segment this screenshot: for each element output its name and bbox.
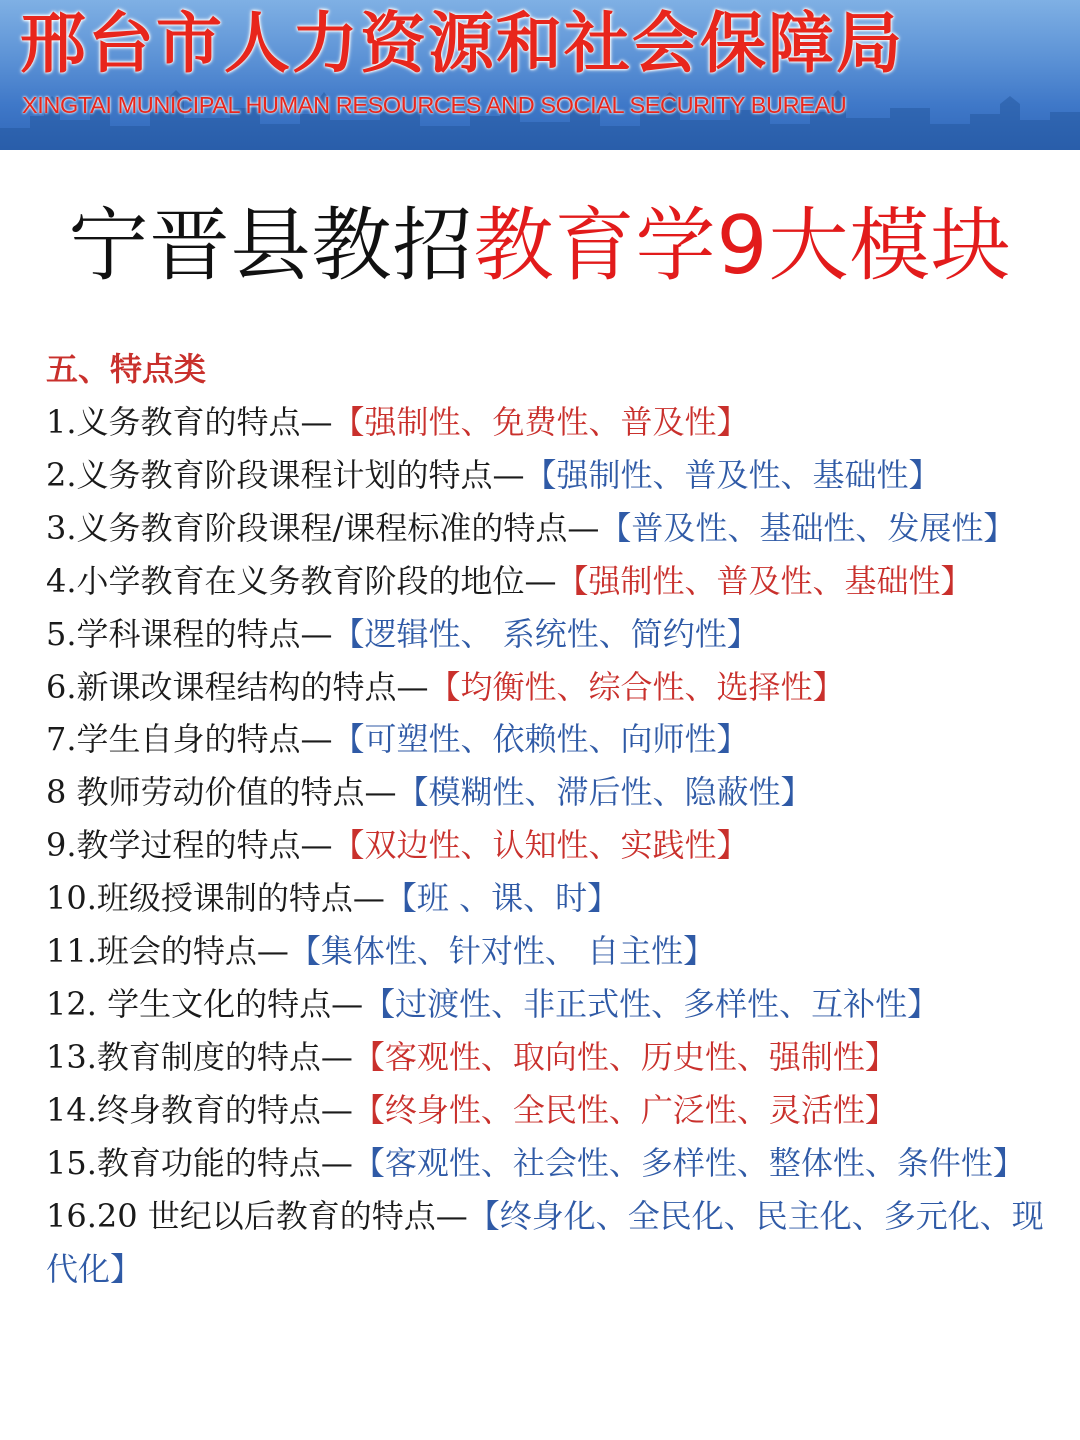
list-item (46, 713, 1056, 766)
list-item (46, 978, 1056, 1031)
item-answer: 【逻辑性、 系统性、简约性】 (332, 614, 759, 653)
list-item (46, 1137, 1056, 1190)
item-question: 5.学科课程的特点— (46, 614, 333, 653)
page-title-black: 宁晋县教招 (68, 199, 474, 292)
item-answer: 【强制性、普及性、基础性】 (524, 455, 941, 494)
item-question: 2.义务教育阶段课程计划的特点— (46, 455, 525, 494)
item-question: 8 教师劳动价值的特点— (46, 773, 397, 812)
item-question: 6.新课改课程结构的特点— (46, 667, 429, 706)
item-question: 12. 学生文化的特点— (46, 984, 364, 1023)
bureau-banner (0, 0, 1080, 150)
list-item (46, 1190, 1056, 1296)
item-answer: 【客观性、取向性、历史性、强制性】 (352, 1037, 897, 1076)
item-answer: 【可塑性、依赖性、向师性】 (332, 720, 749, 759)
item-answer: 【集体性、针对性、 自主性】 (288, 932, 716, 971)
list-item (46, 661, 1056, 714)
list-item (46, 502, 1056, 555)
list-item (46, 608, 1056, 661)
item-question: 4.小学教育在义务教育阶段的地位— (46, 561, 557, 600)
item-question: 9.教学过程的特点— (46, 826, 333, 865)
item-answer: 【过渡性、非正式性、多样性、互补性】 (363, 984, 940, 1023)
list-item (46, 555, 1056, 608)
item-question: 14.终身教育的特点— (46, 1090, 353, 1129)
list-item (46, 396, 1056, 449)
item-answer: 【强制性、普及性、基础性】 (556, 561, 973, 600)
bureau-name-en: XINGTAI MUNICIPAL HUMAN RESOURCES AND SOCIAL SECURITY BUREAU (22, 92, 847, 118)
list-item (46, 925, 1056, 978)
item-question: 16.20 世纪以后教育的特点— (46, 1196, 468, 1235)
item-question: 1.义务教育的特点— (46, 403, 333, 441)
item-question: 11.班会的特点— (46, 932, 289, 971)
item-answer: 【均衡性、综合性、选择性】 (428, 667, 845, 706)
item-answer: 【终身化、全民化、民主化、多元化、现代化】 (46, 1196, 1044, 1288)
list-item (46, 1031, 1056, 1084)
item-question: 10.班级授课制的特点— (46, 879, 385, 918)
item-answer: 【双边性、认知性、实践性】 (332, 826, 749, 865)
item-answer: 【终身性、全民性、广泛性、灵活性】 (352, 1090, 897, 1129)
list-item (46, 766, 1056, 819)
feature-list (46, 396, 1056, 1295)
page-title (0, 196, 1080, 296)
list-item (46, 449, 1056, 502)
page-title-red: 教育学9大模块 (473, 199, 1012, 292)
section-title: 五、特点类 (46, 350, 207, 388)
list-item (46, 872, 1056, 925)
item-answer: 【强制性、免费性、普及性】 (332, 403, 749, 441)
item-answer: 【班 、课、时】 (384, 879, 620, 918)
bureau-name-cn: 邢台市人力资源和社会保障局 (20, 5, 904, 82)
item-question: 7.学生自身的特点— (46, 720, 333, 759)
item-question: 15.教育功能的特点— (46, 1143, 353, 1182)
list-item (46, 1084, 1056, 1137)
item-answer: 【客观性、社会性、多样性、整体性、条件性】 (352, 1143, 1025, 1182)
item-question: 3.义务教育阶段课程/课程标准的特点— (46, 508, 600, 547)
item-answer: 【普及性、基础性、发展性】 (599, 508, 1016, 547)
item-question: 13.教育制度的特点— (46, 1037, 353, 1076)
item-answer: 【模糊性、滞后性、隐蔽性】 (396, 773, 813, 812)
list-item (46, 819, 1056, 872)
